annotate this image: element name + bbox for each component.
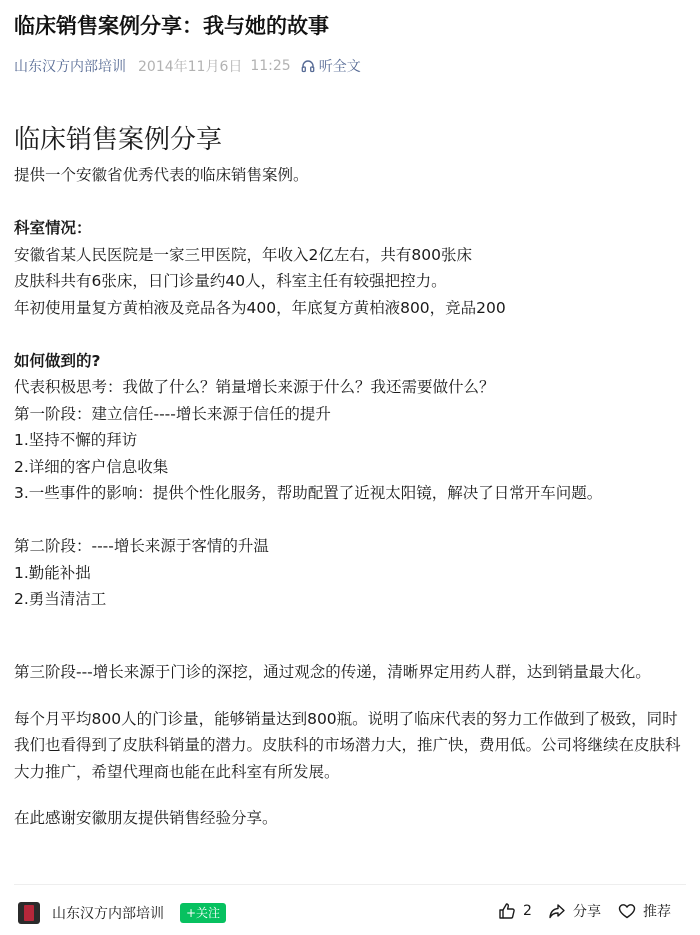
author-link[interactable]: 山东汉方内部培训 (14, 59, 126, 75)
article-body (14, 118, 690, 832)
listen-label: 听全文 (318, 59, 361, 75)
section-title: 科室情况： (14, 219, 92, 237)
footer-divider (14, 884, 686, 885)
stage3-paragraph: 第三阶段---增长来源于门诊的深挖，通过观念的传递，清晰界定用药人群，达到销量最大化。 (14, 663, 651, 681)
section-title: 如何做到的? (14, 351, 101, 370)
like-count: 2 (523, 903, 532, 919)
account-name[interactable]: 山东汉方内部培训 (52, 906, 164, 922)
article-meta (14, 56, 361, 76)
account-avatar-icon[interactable] (18, 902, 40, 924)
body-line: 1.勤能补拙 (14, 563, 91, 582)
like-button[interactable] (497, 901, 532, 921)
body-line: 1.坚持不懈的拜访 (14, 431, 138, 449)
body-line: 2.详细的客户信息收集 (14, 457, 169, 476)
recommend-label: 推荐 (643, 904, 671, 920)
thanks-paragraph: 在此感谢安徽朋友提供销售经验分享。 (14, 809, 278, 827)
body-line: 代表积极思考：我做了什么？销量增长来源于什么？我还需要做什么？ (14, 378, 495, 396)
recommend-button[interactable] (617, 901, 671, 921)
publish-date: 2014年11月6日 (138, 59, 243, 75)
follow-button[interactable]: +关注 (180, 903, 226, 923)
intro-paragraph: 提供一个安徽省优秀代表的临床销售案例。 (14, 166, 309, 184)
thumbs-up-icon (497, 901, 517, 921)
body-line: 第一阶段：建立信任----增长来源于信任的提升 (14, 404, 331, 423)
summary-paragraph: 每个月平均800人的门诊量，能够销量达到800瓶。说明了临床代表的努力工作做到了极致，同时我们也看得到了皮肤科销量的潜力。皮肤科的市场潜力大，推广快，费用低。公司将继续在皮肤科大力推广，希望代理商也能在此科室有所发展。 (14, 709, 681, 781)
body-line: 第二阶段：----增长来源于客情的升温 (14, 537, 269, 555)
footer-bar (0, 897, 700, 933)
publish-time: 11:25 (250, 58, 291, 74)
content-heading: 临床销售案例分享 (14, 125, 223, 155)
share-label: 分享 (573, 904, 601, 920)
body-line: 年初使用量复方黄柏液及竞品各为400，年底复方黄柏液800，竞品200 (14, 298, 506, 317)
share-button[interactable] (547, 901, 601, 921)
body-line: 安徽省某人民医院是一家三甲医院，年收入2亿左右，共有800张床 (14, 245, 472, 264)
article-title: 临床销售案例分享：我与她的故事 (14, 14, 329, 38)
body-line: 2.勇当清洁工 (14, 590, 107, 608)
share-arrow-icon (547, 901, 567, 921)
body-line: 3.一些事件的影响：提供个性化服务，帮助配置了近视太阳镜，解决了日常开车问题。 (14, 484, 603, 502)
headphones-icon (301, 59, 315, 73)
heart-icon (617, 901, 637, 921)
listen-button[interactable] (301, 56, 361, 76)
body-line: 皮肤科共有6张床，日门诊量约40人，科室主任有较强把控力。 (14, 272, 447, 290)
